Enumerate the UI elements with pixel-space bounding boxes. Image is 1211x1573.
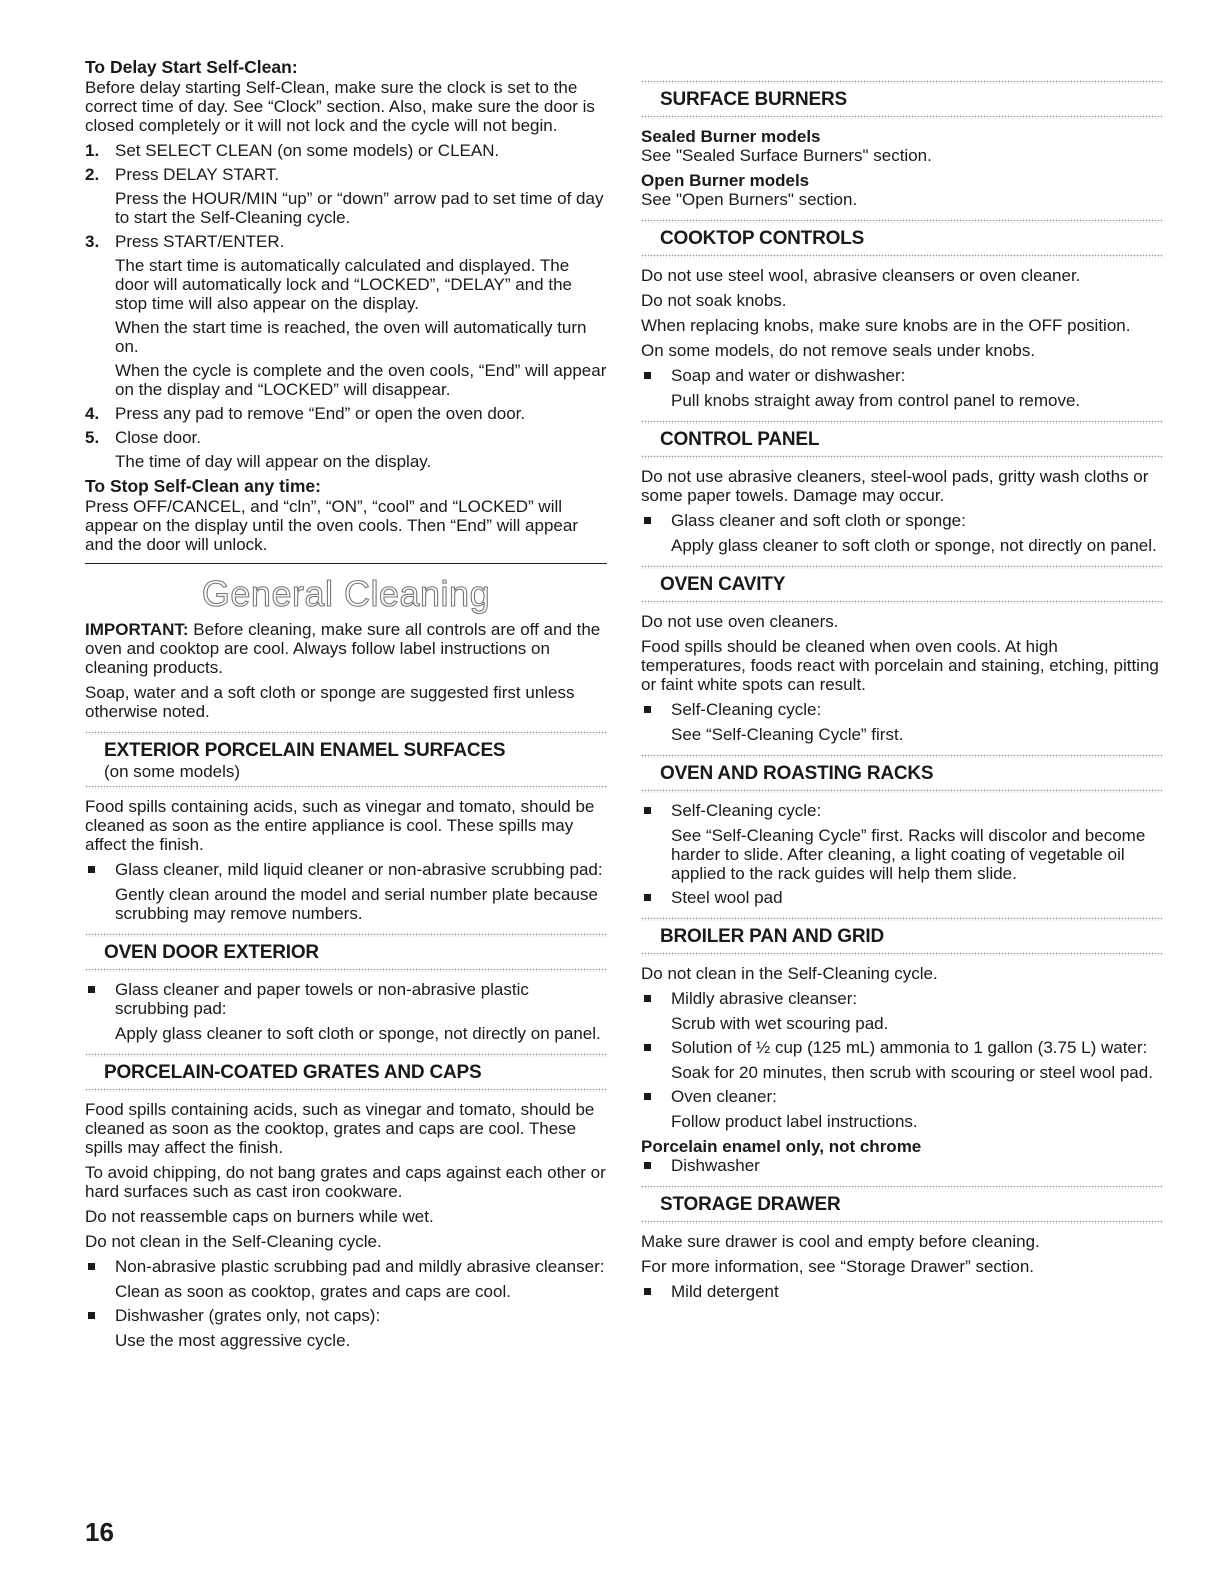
section-divider [85, 563, 607, 564]
step-detail: The start time is automatically calculated and displayed. The door will automatically lock and “LOCKED”, “DELAY” and the stop time will also appear on the display. [115, 256, 572, 313]
bullet-item [85, 860, 607, 923]
section-title: EXTERIOR PORCELAIN ENAMEL SURFACES [104, 740, 506, 761]
step-number: 2. [85, 165, 100, 184]
bullet-item [641, 1156, 1163, 1175]
step-item [85, 428, 607, 471]
bullet-text: Non-abrasive plastic scrubbing pad and mildly abrasive cleanser: [115, 1257, 605, 1276]
bullet-detail: Pull knobs straight away from control panel to remove. [671, 391, 1081, 410]
bullet-text: Self-Cleaning cycle: [671, 801, 822, 820]
grates-text: Do not reassemble caps on burners while wet. [85, 1207, 434, 1226]
racks-bullets [641, 801, 1163, 907]
bullet-detail: See “Self-Cleaning Cycle” first. Racks will discolor and become harder to slide. After cleaning, a light coating of vegetable oil applied to the rack guides will help them slide. [671, 826, 1146, 883]
dotted-rule [641, 952, 1163, 956]
door-bullets [85, 980, 607, 1043]
bullet-text: Dishwasher (grates only, not caps): [115, 1306, 381, 1325]
grates-text: Do not clean in the Self-Cleaning cycle. [85, 1232, 382, 1251]
section-title: OVEN CAVITY [660, 574, 786, 595]
step-text: Press DELAY START. [115, 165, 280, 184]
drawer-section-header [641, 1185, 1163, 1224]
bullet-item [641, 700, 1163, 744]
open-burner-label: Open Burner models [641, 171, 810, 190]
page-number: 16 [85, 1517, 114, 1547]
controls-text: Do not soak knobs. [641, 291, 787, 310]
important-note [85, 620, 607, 677]
dotted-rule [641, 600, 1163, 604]
bullet-text: Mildly abrasive cleanser: [671, 989, 858, 1008]
panel-section-header [641, 420, 1163, 459]
step-detail: The time of day will appear on the display. [115, 452, 432, 471]
racks-section-header [641, 754, 1163, 793]
delay-steps-list [85, 141, 607, 471]
section-title: OVEN DOOR EXTERIOR [104, 942, 319, 963]
step-number: 4. [85, 404, 100, 423]
surface-section-header [641, 80, 1163, 119]
controls-text: Do not use steel wool, abrasive cleansers or oven cleaner. [641, 266, 1081, 285]
dotted-rule [85, 968, 607, 972]
section-title: PORCELAIN-COATED GRATES AND CAPS [104, 1062, 482, 1083]
controls-text: On some models, do not remove seals under knobs. [641, 341, 1036, 360]
bullet-text: Glass cleaner, mild liquid cleaner or non-abrasive scrubbing pad: [115, 860, 603, 879]
panel-bullets [641, 511, 1163, 555]
bullet-item [641, 511, 1163, 555]
step-text: Close door. [115, 428, 201, 447]
panel-text: Do not use abrasive cleaners, steel-wool pads, gritty wash cloths or some paper towels. Damage may occur. [641, 467, 1149, 505]
dotted-rule [641, 115, 1163, 119]
step-text: Press any pad to remove “End” or open the oven door. [115, 404, 526, 423]
bullet-text: Glass cleaner and soft cloth or sponge: [671, 511, 966, 530]
section-title: COOKTOP CONTROLS [660, 228, 865, 249]
important-text: Before cleaning, make sure all controls are off and the oven and cooktop are cool. Always follow label instructions on cleaning products. [85, 620, 601, 677]
broiler-bullets [641, 989, 1163, 1131]
controls-section-header [641, 219, 1163, 258]
bullet-item [641, 1038, 1163, 1082]
grates-text: To avoid chipping, do not bang grates and caps against each other or hard surfaces such as cast iron cookware. [85, 1163, 606, 1201]
step-detail: When the cycle is complete and the oven cools, “End” will appear on the display and “LOCKED” will disappear. [115, 361, 607, 399]
cavity-text: Food spills should be cleaned when oven cools. At high temperatures, foods react with porcelain and staining, etching, pitting or faint white spots can result. [641, 637, 1159, 694]
bullet-item [641, 801, 1163, 883]
step-detail: Press the HOUR/MIN “up” or “down” arrow pad to set time of day to start the Self-Cleaning cycle. [115, 189, 604, 227]
drawer-text: For more information, see “Storage Drawer” section. [641, 1257, 1035, 1276]
bullet-text: Oven cleaner: [671, 1087, 777, 1106]
open-burner-text: See "Open Burners" section. [641, 190, 858, 209]
bullet-text: Glass cleaner and paper towels or non-abrasive plastic scrubbing pad: [115, 980, 529, 1018]
bullet-item [641, 366, 1163, 410]
step-item [85, 404, 607, 423]
dotted-rule [641, 1220, 1163, 1224]
controls-bullets [641, 366, 1163, 410]
exterior-text: Food spills containing acids, such as vinegar and tomato, should be cleaned as soon as the entire appliance is cool. These spills may affect the finish. [85, 797, 595, 854]
step-item [85, 165, 607, 227]
section-title: CONTROL PANEL [660, 429, 820, 450]
right-column [641, 80, 1163, 1307]
bullet-item [641, 989, 1163, 1033]
bullet-item [641, 1282, 1163, 1301]
bullet-item [641, 888, 1163, 907]
section-title: BROILER PAN AND GRID [660, 926, 885, 947]
porcelain-label: Porcelain enamel only, not chrome [641, 1137, 922, 1156]
stop-self-clean-heading: To Stop Self-Clean any time: [85, 476, 321, 496]
soap-note: Soap, water and a soft cloth or sponge are suggested first unless otherwise noted. [85, 683, 575, 721]
bullet-text: Soap and water or dishwasher: [671, 366, 906, 385]
bullet-text: Steel wool pad [671, 888, 783, 907]
step-text: Press START/ENTER. [115, 232, 285, 251]
grates-text: Food spills containing acids, such as vinegar and tomato, should be cleaned as soon as the cooktop, grates and caps are cool. These spills may affect the finish. [85, 1100, 595, 1157]
broiler-text: Do not clean in the Self-Cleaning cycle. [641, 964, 938, 983]
delay-start-intro: Before delay starting Self-Clean, make sure the clock is set to the correct time of day. See “Clock” section. Also, make sure the door is closed completely or it will not lock and the cycle will not begin. [85, 78, 595, 135]
exterior-section-header [85, 731, 607, 789]
porcelain-bullets [641, 1156, 1163, 1175]
bullet-text: Mild detergent [671, 1282, 779, 1301]
drawer-bullets [641, 1282, 1163, 1301]
stop-self-clean-text: Press OFF/CANCEL, and “cln”, “ON”, “cool” and “LOCKED” will appear on the display until the oven cools. Then “End” will appear and the door will unlock. [85, 497, 578, 554]
bullet-text: Self-Cleaning cycle: [671, 700, 822, 719]
exterior-bullets [85, 860, 607, 923]
bullet-detail: Follow product label instructions. [671, 1112, 918, 1131]
bullet-detail: See “Self-Cleaning Cycle” first. [671, 725, 904, 744]
door-section-header [85, 933, 607, 972]
section-title: OVEN AND ROASTING RACKS [660, 763, 934, 784]
dotted-rule [641, 789, 1163, 793]
section-subtitle: (on some models) [104, 762, 241, 781]
controls-text: When replacing knobs, make sure knobs are in the OFF position. [641, 316, 1131, 335]
bullet-detail: Apply glass cleaner to soft cloth or sponge, not directly on panel. [671, 536, 1157, 555]
step-detail: When the start time is reached, the oven will automatically turn on. [115, 318, 587, 356]
bullet-detail: Gently clean around the model and serial number plate because scrubbing may remove numbers. [115, 885, 598, 923]
step-item [85, 232, 607, 399]
step-item [85, 141, 607, 160]
bullet-detail: Use the most aggressive cycle. [115, 1331, 351, 1350]
sealed-burner-text: See "Sealed Surface Burners" section. [641, 146, 932, 165]
dotted-rule [85, 785, 607, 789]
bullet-item [85, 980, 607, 1043]
general-cleaning-title: General Cleaning [201, 573, 491, 614]
section-title: SURFACE BURNERS [660, 89, 848, 110]
bullet-text: Solution of ½ cup (125 mL) ammonia to 1 gallon (3.75 L) water: [671, 1038, 1148, 1057]
sealed-burner-label: Sealed Burner models [641, 127, 821, 146]
section-title: STORAGE DRAWER [660, 1194, 841, 1215]
broiler-section-header [641, 917, 1163, 956]
grates-section-header [85, 1053, 607, 1092]
bullet-detail: Soak for 20 minutes, then scrub with scouring or steel wool pad. [671, 1063, 1153, 1082]
left-column [85, 58, 607, 1356]
step-number: 5. [85, 428, 100, 447]
dotted-rule [85, 1088, 607, 1092]
cavity-section-header [641, 565, 1163, 604]
dotted-rule [641, 455, 1163, 459]
bullet-item [641, 1087, 1163, 1131]
grates-bullets [85, 1257, 607, 1350]
delay-start-heading: To Delay Start Self-Clean: [85, 57, 298, 77]
bullet-detail: Clean as soon as cooktop, grates and caps are cool. [115, 1282, 511, 1301]
cavity-bullets [641, 700, 1163, 744]
step-number: 3. [85, 232, 100, 251]
dotted-rule [641, 254, 1163, 258]
cavity-text: Do not use oven cleaners. [641, 612, 839, 631]
bullet-detail: Scrub with wet scouring pad. [671, 1014, 889, 1033]
important-label: IMPORTANT: [85, 620, 189, 639]
bullet-detail: Apply glass cleaner to soft cloth or sponge, not directly on panel. [115, 1024, 601, 1043]
drawer-text: Make sure drawer is cool and empty before cleaning. [641, 1232, 1040, 1251]
bullet-text: Dishwasher [671, 1156, 760, 1175]
step-text: Set SELECT CLEAN (on some models) or CLEAN. [115, 141, 500, 160]
step-number: 1. [85, 141, 100, 160]
bullet-item [85, 1306, 607, 1350]
bullet-item [85, 1257, 607, 1301]
